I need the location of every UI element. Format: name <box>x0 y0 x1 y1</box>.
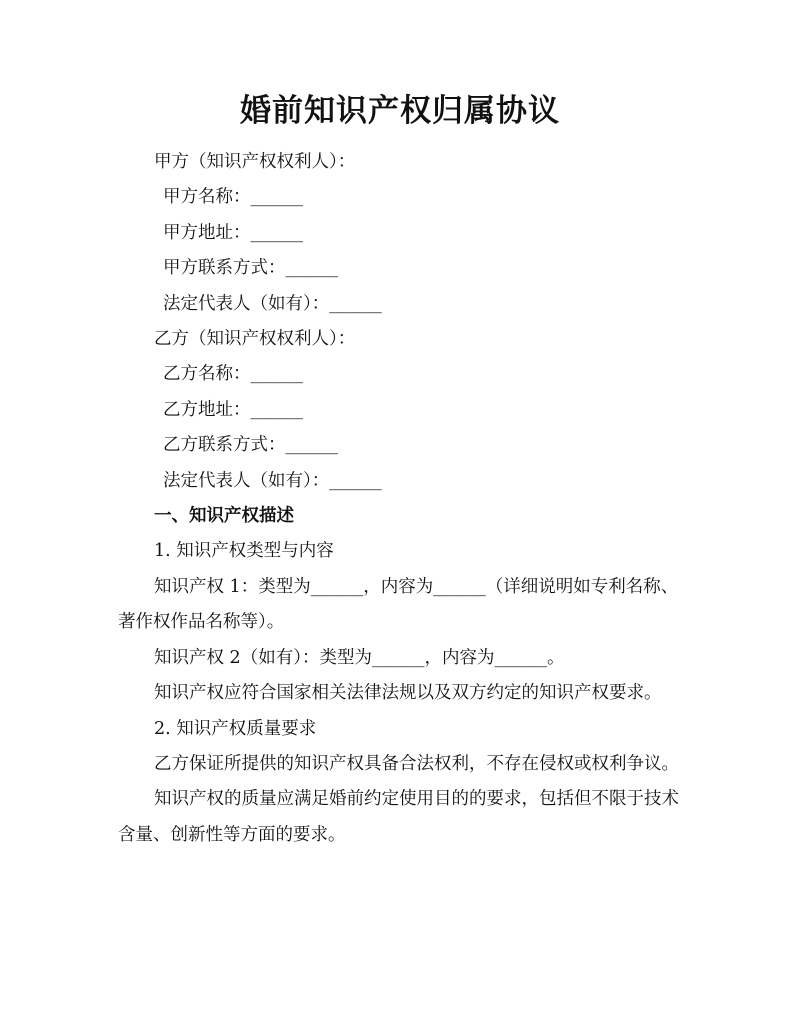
document-title: 婚前知识产权归属协议 <box>240 93 560 129</box>
compliance-paragraph: 知识产权应符合国家相关法律法规以及双方约定的知识产权要求。 <box>154 683 662 704</box>
subsection-1-1-heading: 1. 知识产权类型与内容 <box>154 541 334 562</box>
party-a-contact: 甲方联系方式：______ <box>163 258 338 279</box>
ip-item-1: 知识产权 1：类型为______，内容为______（详细说明如专利名称、著作权作品名称等）。 <box>118 576 679 633</box>
subsection-1-2-heading: 2. 知识产权质量要求 <box>154 718 317 739</box>
party-b-address: 乙方地址：______ <box>163 399 303 420</box>
section-1-heading: 一、知识产权描述 <box>154 506 294 527</box>
party-b-heading: 乙方（知识产权权利人）： <box>154 329 356 350</box>
ip-item-2: 知识产权 2（如有）：类型为______，内容为______。 <box>154 647 565 668</box>
party-a-name: 甲方名称：______ <box>163 187 303 208</box>
guarantee-paragraph: 乙方保证所提供的知识产权具备合法权利，不存在侵权或权利争议。 <box>154 753 679 774</box>
document-body <box>118 145 682 853</box>
party-b-representative: 法定代表人（如有）：______ <box>163 470 382 491</box>
party-b-contact: 乙方联系方式：______ <box>163 435 338 456</box>
party-a-representative: 法定代表人（如有）：______ <box>163 293 382 314</box>
party-b-name: 乙方名称：______ <box>163 364 303 385</box>
party-a-heading: 甲方（知识产权权利人）： <box>154 152 356 172</box>
quality-paragraph: 知识产权的质量应满足婚前约定使用目的的要求，包括但不限于技术含量、创新性等方面的要求。 <box>118 789 679 845</box>
party-a-address: 甲方地址：______ <box>163 222 303 243</box>
